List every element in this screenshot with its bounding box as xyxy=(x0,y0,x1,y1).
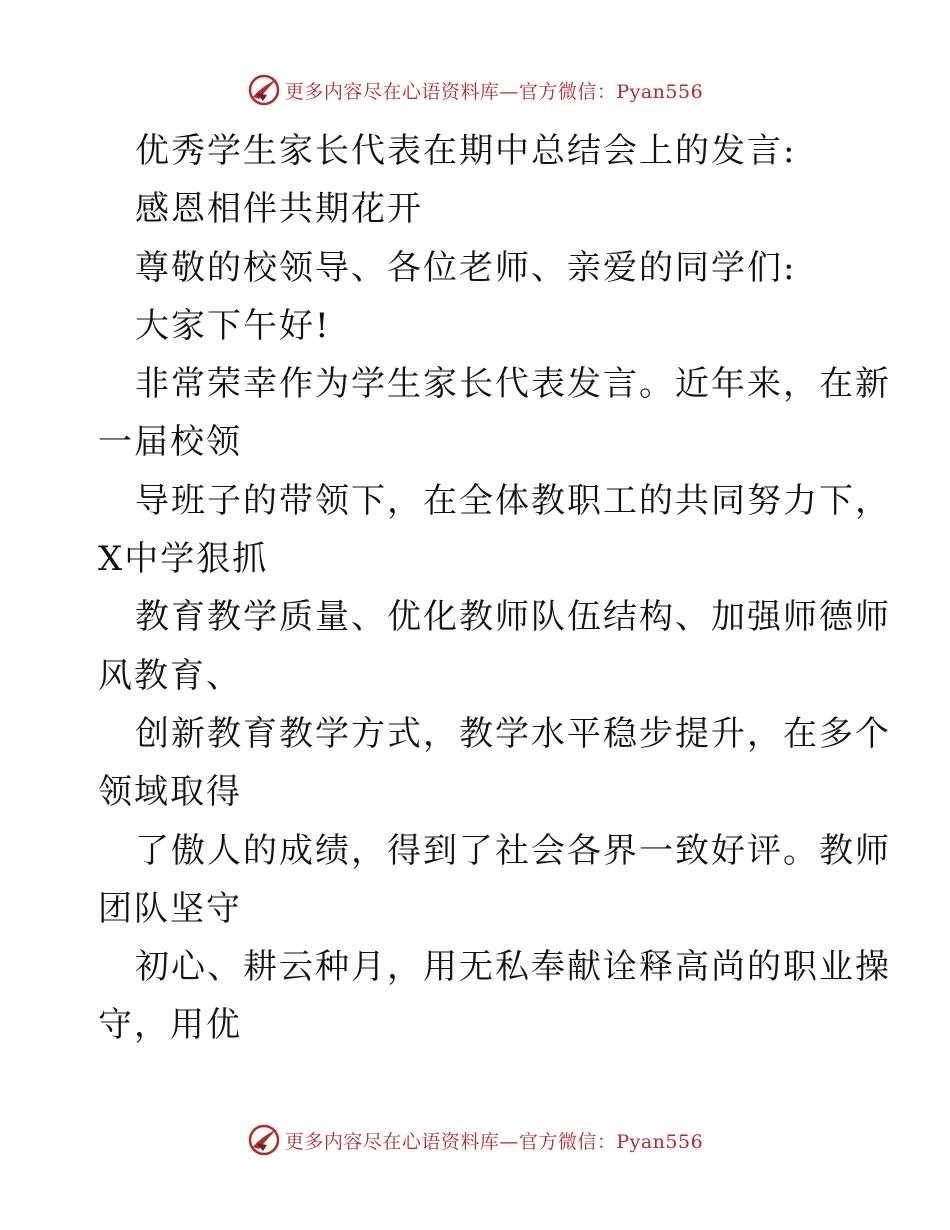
doc-line: 非常荣幸作为学生家长代表发言。近年来，在新 xyxy=(135,364,891,405)
footer-banner-text: 更多内容尽在心语资料库—官方微信：Pyan556 xyxy=(284,1130,704,1153)
doc-line: 守，用优 xyxy=(98,1005,242,1046)
doc-line: 创新教育教学方式，教学水平稳步提升，在多个 xyxy=(135,713,891,754)
doc-line: 教育教学质量、优化教师队伍结构、加强师德师 xyxy=(135,597,891,638)
doc-line: 一届校领 xyxy=(98,422,242,463)
doc-line: 大家下午好! xyxy=(135,305,331,346)
doc-line: 了傲人的成绩，得到了社会各界一致好评。教师 xyxy=(135,830,891,871)
doc-line: 风教育、 xyxy=(98,655,242,696)
doc-line: 初心、耕云种月，用无私奉献诠释高尚的职业操 xyxy=(135,947,891,988)
doc-line: 领域取得 xyxy=(98,772,242,813)
book-quill-logo-icon xyxy=(247,1123,281,1157)
book-quill-logo-icon xyxy=(247,73,281,107)
header-watermark-banner xyxy=(0,70,950,110)
footer-watermark-banner xyxy=(0,1120,950,1160)
doc-line: 导班子的带领下，在全体教职工的共同努力下， xyxy=(135,480,891,521)
doc-line: 感恩相伴共期花开 xyxy=(135,189,423,230)
doc-line: 尊敬的校领导、各位老师、亲爱的同学们: xyxy=(135,247,797,288)
doc-line: 优秀学生家长代表在期中总结会上的发言: xyxy=(135,131,797,171)
doc-line: X中学狠抓 xyxy=(98,539,269,580)
doc-line: 团队坚守 xyxy=(98,888,242,929)
header-banner-text: 更多内容尽在心语资料库—官方微信：Pyan556 xyxy=(284,80,704,103)
document-body xyxy=(98,122,891,1055)
